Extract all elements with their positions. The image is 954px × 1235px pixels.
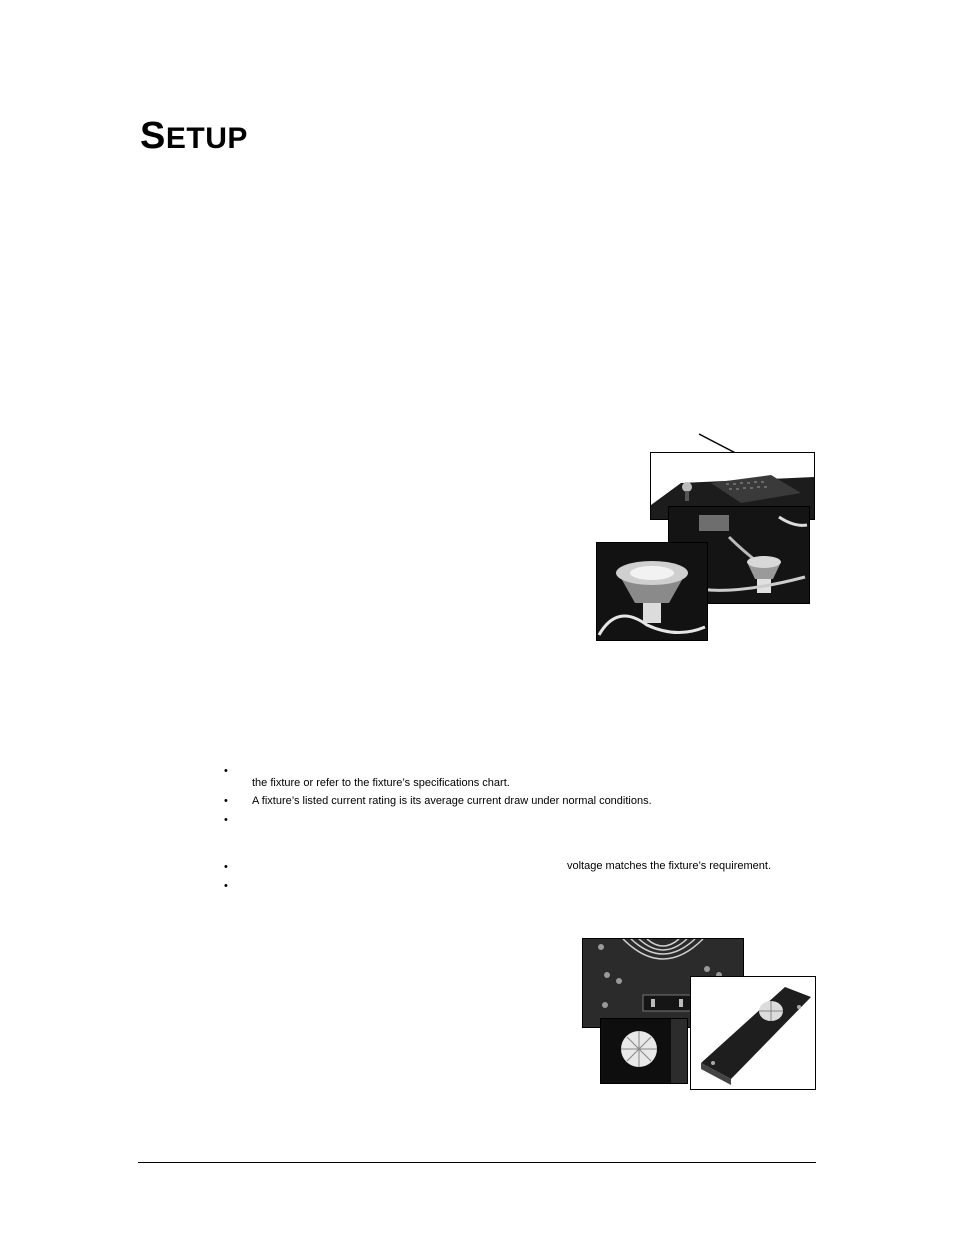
bullet-1-line-2: the fixture or refer to the fixture’s specifications chart. (252, 777, 510, 789)
gobo-closeup-photo (600, 1018, 688, 1084)
bullet-4-text: voltage matches the fixture’s requirement. (567, 860, 772, 872)
bullet-marker: • (224, 765, 228, 777)
bullet-marker: • (224, 795, 228, 807)
page-title (140, 116, 248, 159)
bullet-marker: • (224, 880, 228, 892)
bullet-marker: • (224, 814, 228, 826)
bullet-marker: • (224, 861, 228, 873)
page-title-rest: ETUP (165, 122, 248, 155)
footer-divider (138, 1162, 816, 1163)
gobo-photo-group (580, 936, 816, 1090)
bullet-2-text: A fixture’s listed current rating is its average current draw under normal conditions. (252, 795, 652, 807)
lamp-photo-group (595, 430, 815, 642)
gobo-holder-photo (690, 976, 816, 1090)
page-title-initial: S (140, 115, 166, 157)
lamp-closeup-photo (596, 542, 708, 641)
